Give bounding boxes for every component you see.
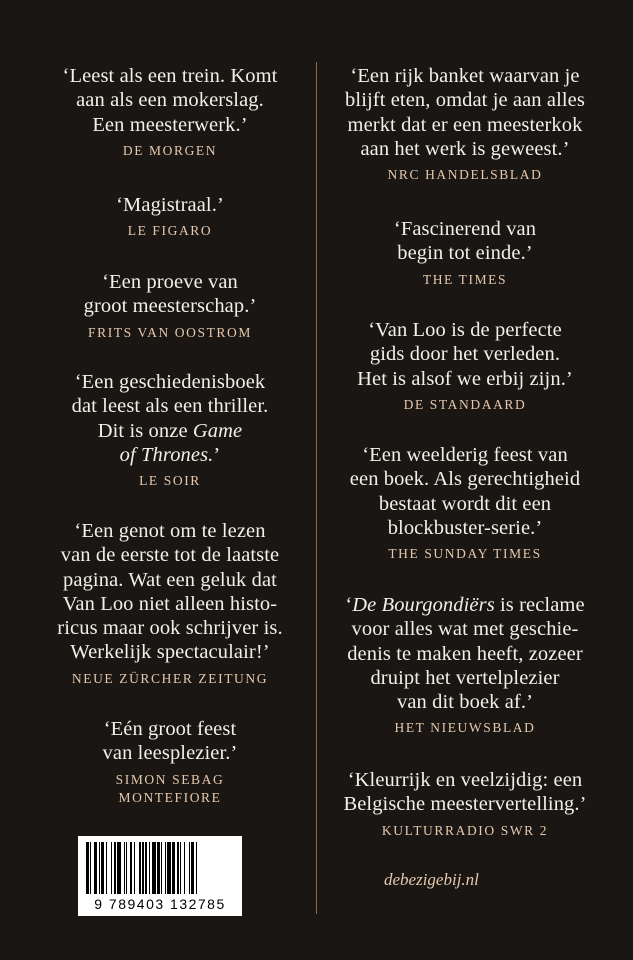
- review-source: LE SOIR: [139, 473, 201, 489]
- review-source: KULTURRADIO SWR 2: [381, 822, 549, 838]
- publisher-website: debezigebij.nl: [384, 870, 479, 889]
- review-frits-van-oostrom: [20, 270, 320, 342]
- review-source: HET NIEUWSBLAD: [394, 720, 536, 736]
- review-source: DE STANDAARD: [403, 396, 527, 412]
- review-quote: ‘Fascinerend van begin tot einde.’: [393, 218, 537, 265]
- review-quote: ‘Een weelderig feest van een boek. Als gerechtigheid bestaat wordt dit een blockbuster-serie.’: [349, 444, 581, 539]
- review-le-figaro: [20, 193, 320, 240]
- review-simon-sebag-montefiore: [20, 717, 320, 807]
- review-quote: ‘Eén groot feest van leesplezier.’: [102, 718, 238, 765]
- review-the-times: [315, 217, 615, 289]
- review-source: THE TIMES: [422, 271, 508, 287]
- review-source: FRITS VAN OOSTROM: [88, 324, 252, 340]
- review-nrc-handelsblad: [315, 64, 615, 184]
- review-quote: ‘Van Loo is de perfecte gids door het verleden. Het is alsof we erbij zijn.’: [357, 319, 573, 390]
- barcode-bar: [197, 842, 198, 894]
- review-neue-zurcher-zeitung: [20, 519, 320, 688]
- review-source: DE MORGEN: [122, 142, 218, 158]
- review-source: NEUE ZÜRCHER ZEITUNG: [71, 670, 269, 686]
- barcode-bars: [86, 842, 234, 894]
- review-quote: ‘Magistraal.’: [116, 194, 224, 216]
- review-source: THE SUNDAY TIMES: [388, 546, 542, 562]
- review-quote: ‘Een proeve van groot meesterschap.’: [83, 271, 257, 318]
- review-kulturradio-swr-2: [315, 768, 615, 840]
- review-de-morgen: [20, 64, 320, 160]
- review-source: SIMON SEBAG MONTEFIORE: [115, 771, 225, 805]
- review-quote: ‘Leest als een trein. Komt aan als een mokerslag. Een meesterwerk.’: [62, 65, 278, 136]
- review-quote: ‘Kleurrijk en veelzijdig: een Belgische meestervertelling.’: [343, 769, 587, 816]
- review-source: LE FIGARO: [127, 223, 213, 239]
- isbn-barcode: [78, 836, 242, 916]
- review-quote: ‘Een rijk banket waarvan je blijft eten, omdat je aan alles merkt dat er een meesterkok aan het werk is geweest.’: [345, 65, 585, 160]
- review-het-nieuwsblad: [315, 593, 615, 737]
- isbn-number: 9 789403 132785: [94, 896, 226, 912]
- review-quote: ‘Een geschiedenisboek dat leest als een thriller. Dit is onze Game of Thrones.’: [71, 371, 269, 466]
- review-the-sunday-times: [315, 443, 615, 563]
- review-de-standaard: [315, 318, 615, 414]
- review-quote: ‘De Bourgondiërs is reclame voor alles wat met geschie- denis te maken heeft, zozeer druipt het vertelplezier van dit boek af.’: [345, 594, 585, 714]
- review-le-soir: [20, 370, 320, 490]
- review-quote: ‘Een genot om te lezen van de eerste tot de laatste pagina. Wat een geluk dat Van Loo niet alleen histo- ricus maar ook schrijver is. Werkelijk spectaculair!’: [57, 520, 283, 664]
- review-source: NRC HANDELSBLAD: [387, 167, 543, 183]
